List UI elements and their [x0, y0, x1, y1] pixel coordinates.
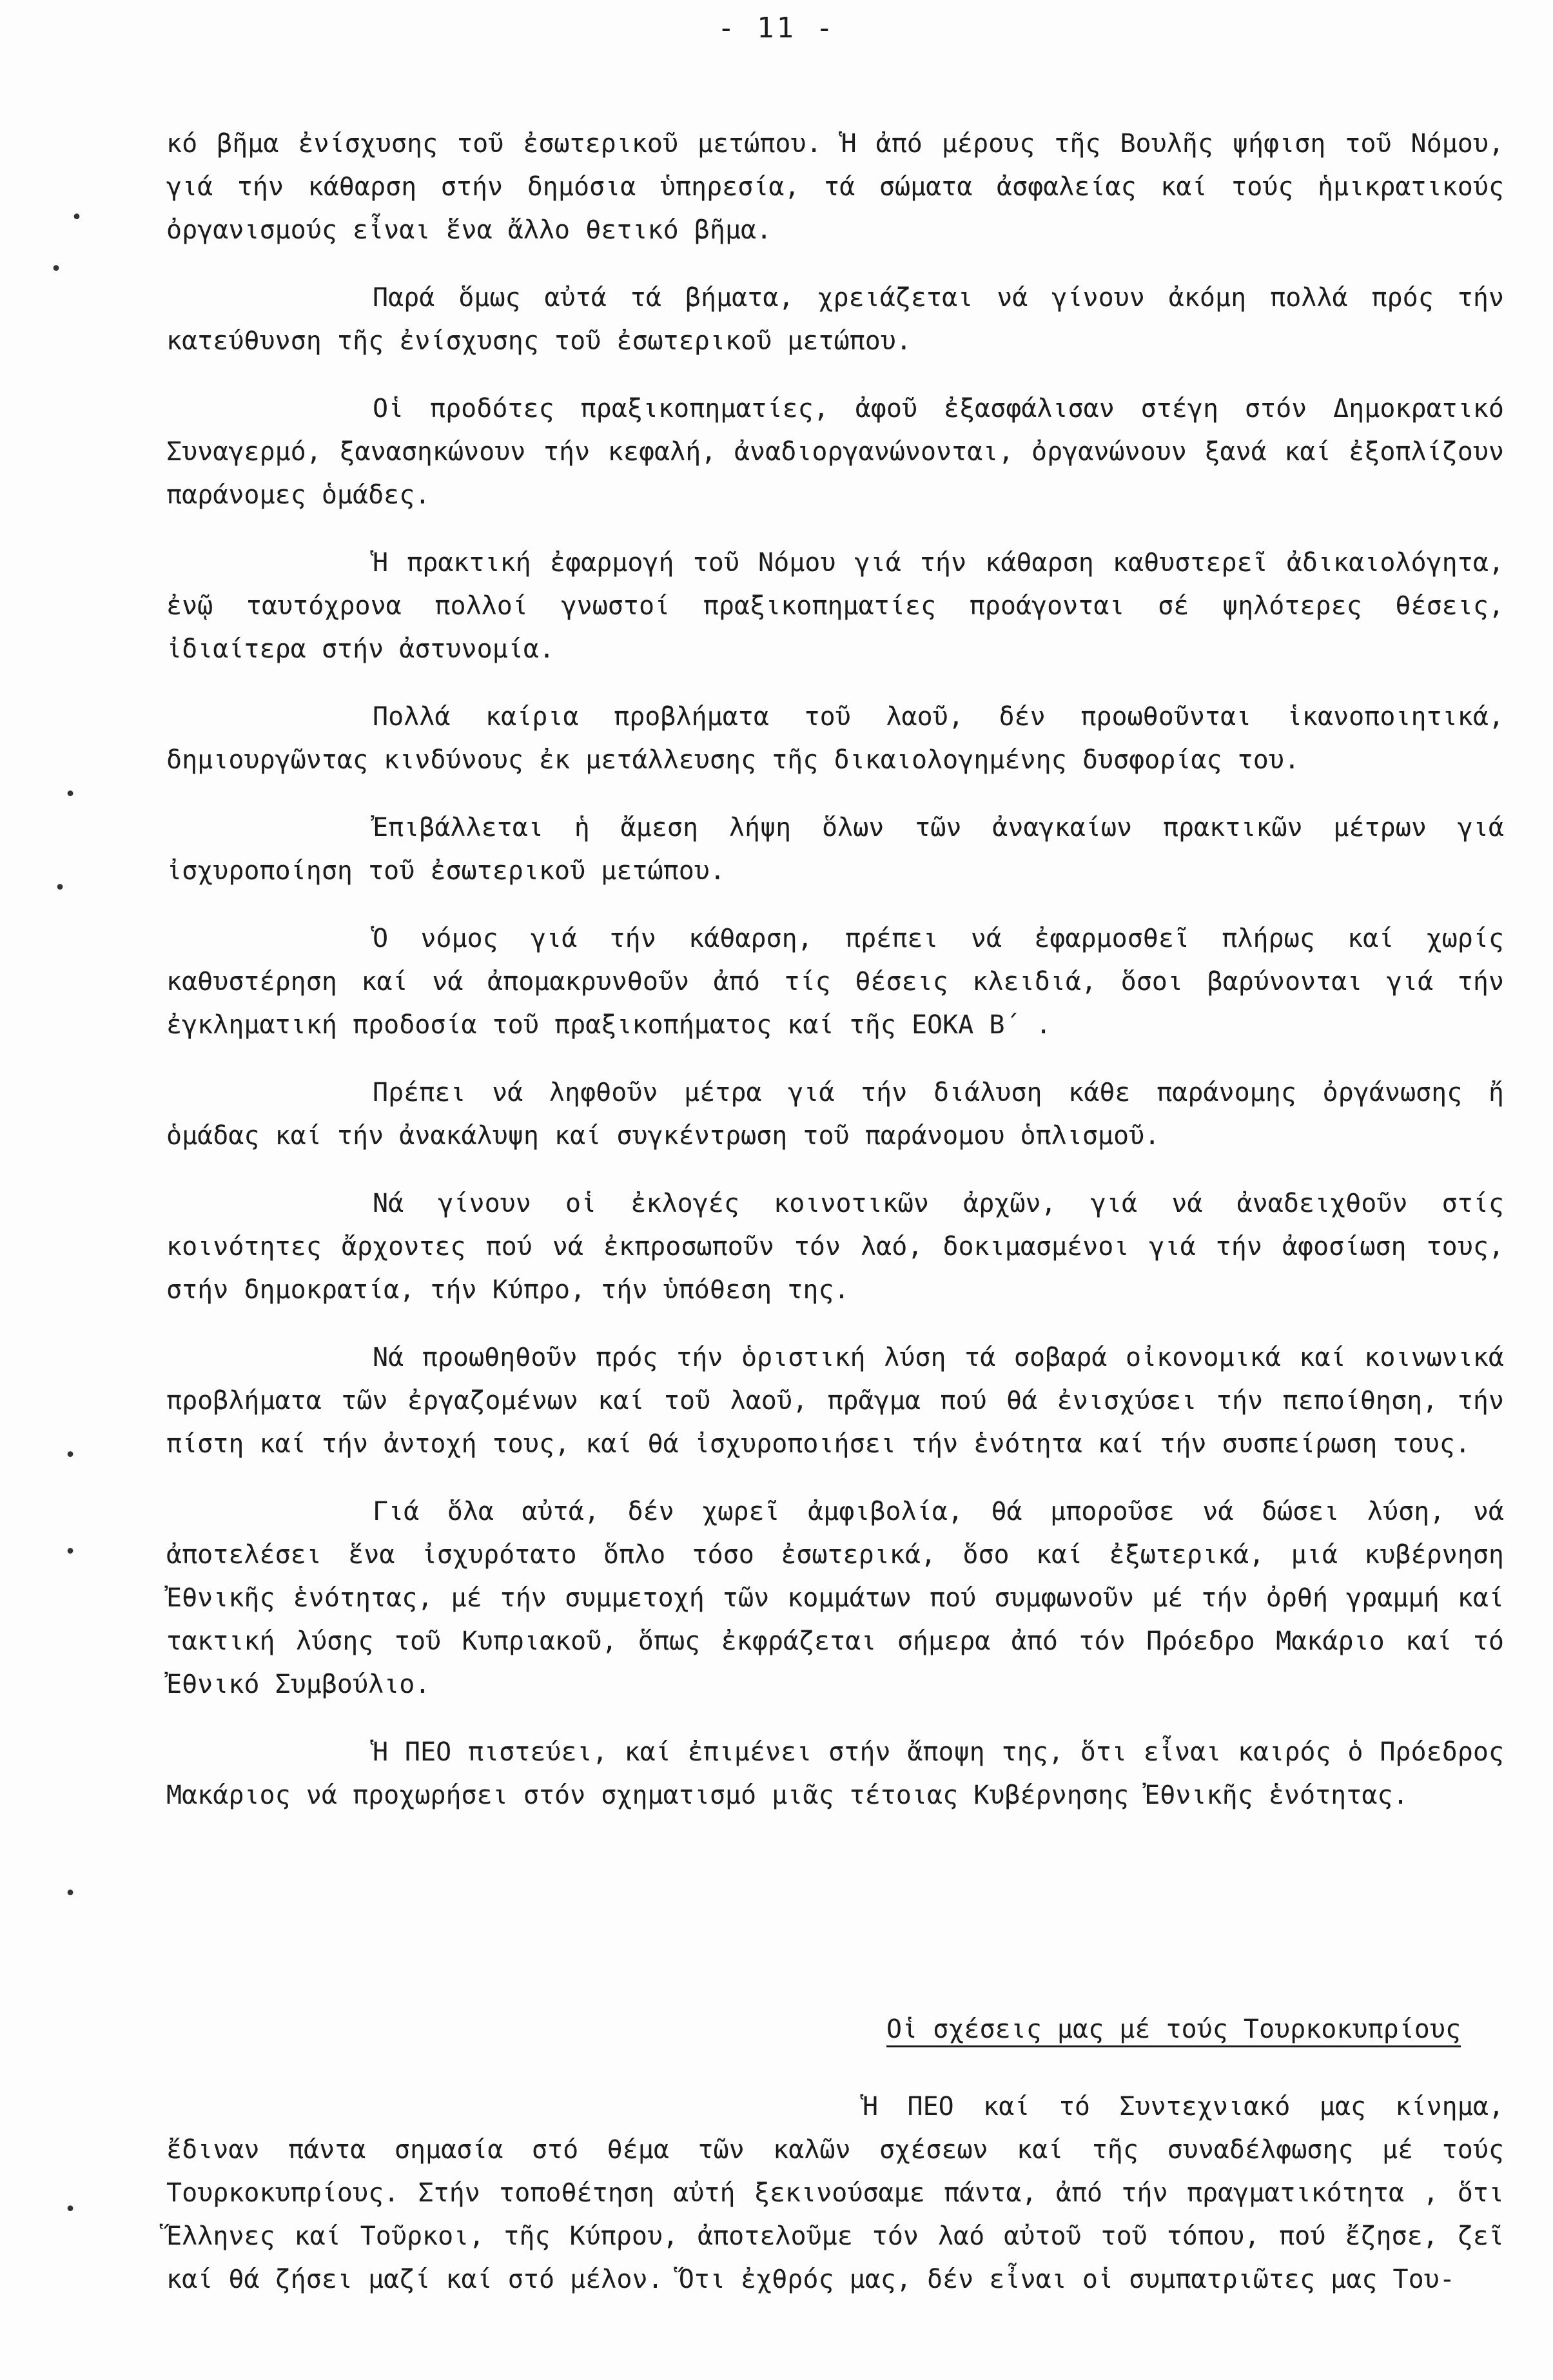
margin-mark: •: [64, 1541, 77, 1563]
page-number: - 11 -: [718, 12, 835, 44]
section-text: [166, 2085, 1504, 2326]
main-text: [166, 122, 1504, 1842]
paragraph: Πολλά καίρια προβλήματα τοῦ λαοῦ, δέν προωθοῦνται ἱκανοποιητικά, δημιουργῶντας κινδύνους ἐκ μετάλλευσης τῆς δικαιολογημένης δυσφορίας του.: [166, 702, 1504, 775]
paragraph: Γιά ὅλα αὐτά, δέν χωρεῖ ἀμφιβολία, θά μποροῦσε νά δώσει λύση, νά ἀποτελέσει ἕνα ἰσχυρότατο ὅπλο τόσο ἐσωτερικά, ὅσο καί ἐξωτερικά, μιά κυβέρνηση Ἐθνικῆς ἑνότητας, μέ τήν συμμετοχή τῶν κομμάτων πού συμφωνοῦν μέ τήν ὀρθή γραμμή καί τακτική λύσης τοῦ Κυπριακοῦ, ὅπως ἐκφράζεται σήμερα ἀπό τόν Πρόεδρο Μακάριο καί τό Ἐθνικό Συμβούλιο.: [166, 1497, 1504, 1699]
margin-mark: •: [64, 1444, 77, 1467]
paragraph: Οἱ προδότες πραξικοπηματίες, ἀφοῦ ἐξασφάλισαν στέγη στόν Δημοκρατικό Συναγερμό, ξανασηκώνουν τήν κεφαλή, ἀναδιοργανώνονται, ὀργανώνουν ξανά καί ἐξοπλίζουν παράνομες ὁμάδες.: [166, 394, 1504, 510]
paragraph: Ἡ ΠΕΟ καί τό Συντεχνιακό μας κίνημα, ἔδιναν πάντα σημασία στό θέμα τῶν καλῶν σχέσεων καί τῆς συναδέλφωσης μέ τούς Τουρκοκυπρίους. Στήν τοποθέτηση αὐτή ξεκινούσαμε πάντα, ἀπό τήν πραγματικότητα , ὅτι Ἕλληνες καί Τοῦρκοι, τῆς Κύπρου, ἀποτελοῦμε τόν λαό αὐτοῦ τοῦ τόπου, πού ἔζησε, ζεῖ καί θά ζήσει μαζί καί στό μέλον. Ὅτι ἐχθρός μας, δέν εἶναι οἱ συμπατριῶτες μας Του-: [166, 2092, 1504, 2294]
paragraph: Παρά ὅμως αὐτά τά βήματα, χρειάζεται νά γίνουν ἀκόμη πολλά πρός τήν κατεύθυνση τῆς ἐνίσχυσης τοῦ ἐσωτερικοῦ μετώπου.: [166, 283, 1504, 356]
margin-mark: •: [50, 258, 63, 280]
paragraph: Νά γίνουν οἱ ἐκλογές κοινοτικῶν ἀρχῶν, γιά νά ἀναδειχθοῦν στίς κοινότητες ἄρχοντες πού νά ἐκπροσωποῦν τόν λαό, δοκιμασμένοι γιά τήν ἀφοσίωση τους, στήν δημοκρατία, τήν Κύπρο, τήν ὑπόθεση της.: [166, 1189, 1504, 1305]
margin-mark: •: [64, 783, 77, 806]
paragraph: Ἡ ΠΕΟ πιστεύει, καί ἐπιμένει στήν ἄποψη της, ὅτι εἶναι καιρός ὁ Πρόεδρος Μακάριος νά προχωρήσει στόν σχηματισμό μιᾶς τέτοιας Κυβέρνησης Ἐθνικῆς ἑνότητας.: [166, 1737, 1504, 1810]
paragraph: Ἐπιβάλλεται ἡ ἄμεση λήψη ὅλων τῶν ἀναγκαίων πρακτικῶν μέτρων γιά ἰσχυροποίηση τοῦ ἐσωτερικοῦ μετώπου.: [166, 813, 1504, 886]
paragraph: κό βῆμα ἐνίσχυσης τοῦ ἐσωτερικοῦ μετώπου. Ἡ ἀπό μέρους τῆς Βουλῆς ψήφιση τοῦ Νόμου, γιά τήν κάθαρση στήν δημόσια ὑπηρεσία, τά σώματα ἀσφαλείας καί τούς ἡμικρατικούς ὀργανισμούς εἶναι ἕνα ἄλλο θετικό βῆμα.: [166, 129, 1504, 245]
margin-mark: •: [71, 206, 83, 229]
paragraph: Ἡ πρακτική ἐφαρμογή τοῦ Νόμου γιά τήν κάθαρση καθυστερεῖ ἀδικαιολόγητα, ἐνῷ ταυτόχρονα πολλοί γνωστοί πραξικοπηματίες προάγονται σέ ψηλότερες θέσεις, ἰδιαίτερα στήν ἀστυνομία.: [166, 548, 1504, 664]
paragraph: Νά προωθηθοῦν πρός τήν ὁριστική λύση τά σοβαρά οἰκονομικά καί κοινωνικά προβλήματα τῶν ἐργαζομένων καί τοῦ λαοῦ, πρᾶγμα πού θά ἐνισχύσει τήν πεποίθηση, τήν πίστη καί τήν ἀντοχή τους, καί θά ἰσχυροποιήσει τήν ἑνότητα καί τήν συσπείρωση τους.: [166, 1343, 1504, 1459]
paragraph: Πρέπει νά ληφθοῦν μέτρα γιά τήν διάλυση κάθε παράνομης ὀργάνωσης ἤ ὁμάδας καί τήν ἀνακάλυψη καί συγκέντρωση τοῦ παράνομου ὁπλισμοῦ.: [166, 1078, 1504, 1151]
margin-mark: •: [64, 1882, 77, 1905]
margin-mark: •: [64, 2198, 77, 2221]
paragraph: Ὁ νόμος γιά τήν κάθαρση, πρέπει νά ἐφαρμοσθεῖ πλήρως καί χωρίς καθυστέρηση καί νά ἀπομακρυνθοῦν ἀπό τίς θέσεις κλειδιά, ὅσοι βαρύνονται γιά τήν ἐγκληματική προδοσία τοῦ πραξικοπήματος καί τῆς ΕΟΚΑ Β΄ .: [166, 924, 1504, 1040]
margin-mark: •: [54, 877, 66, 899]
section-heading: Οἱ σχέσεις μας μέ τούς Τουρκοκυπρίους: [886, 2014, 1461, 2044]
